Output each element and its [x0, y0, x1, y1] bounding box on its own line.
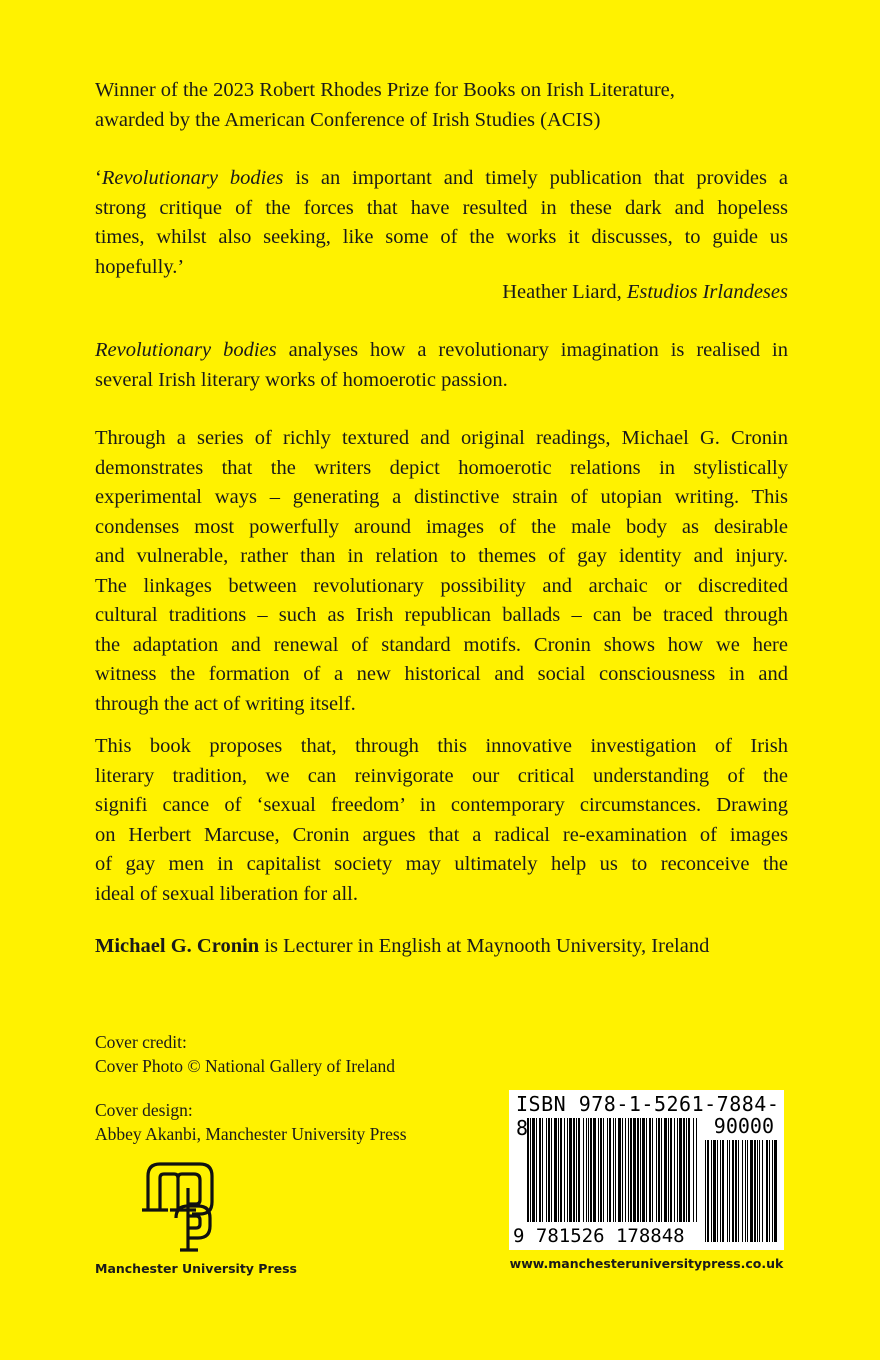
addon-bar [759, 1140, 760, 1242]
addon-bar [774, 1140, 777, 1242]
intro-book-title: Revolutionary bodies [95, 339, 277, 361]
intro-line-2: several Irish literary works of homoerotic passion. [95, 368, 508, 391]
review-line-1: ‘Revolutionary bodies is an important and timely publication that provides a [95, 167, 788, 189]
barcode-addon: 90000 [713, 1114, 774, 1138]
prize-line-2: awarded by the American Conference of Irish Studies (ACIS) [95, 108, 601, 131]
body2-line: of gay men in capitalist society may ultimately help us to reconceive the [95, 853, 788, 875]
publisher-url: www.manchesteruniversitypress.co.uk [509, 1256, 784, 1271]
publisher-name: Manchester University Press [95, 1261, 297, 1276]
addon-bar [707, 1140, 709, 1242]
mup-logo-icon [140, 1158, 220, 1256]
addon-bar [757, 1140, 758, 1242]
body1-line: condenses most powerfully around images of the male body as desirable [95, 515, 788, 538]
review-line-3: times, whilst also seeking, like some of the works it discusses, to guide us [95, 226, 788, 248]
body1-line: Through a series of richly textured and original readings, Michael G. Cronin [95, 427, 788, 449]
addon-bar [738, 1140, 739, 1242]
body2-line: literary tradition, we can reinvigorate our critical understanding of the [95, 764, 788, 787]
body2-line: signifi cance of ‘sexual freedom’ in contemporary circumstances. Drawing [95, 794, 788, 816]
addon-bar [705, 1140, 706, 1242]
body2-line: on Herbert Marcuse, Cronin argues that a radical re-examination of images [95, 823, 788, 846]
addon-bar [727, 1140, 728, 1242]
body1-line: demonstrates that the writers depict homoerotic relations in stylistically [95, 456, 788, 479]
addon-bar [735, 1140, 737, 1242]
barcode [509, 1090, 784, 1250]
body2-line: This book proposes that, through this innovative investigation of Irish [95, 735, 788, 757]
review-line-4: hopefully.’ [95, 255, 185, 278]
intro-paragraph [95, 336, 788, 395]
review-book-title: Revolutionary bodies [101, 167, 284, 189]
reviewer-name: Heather Liard, [502, 281, 627, 303]
intro-line-1: Revolutionary bodies analyses how a revolutionary imagination is realised in [95, 339, 789, 361]
body1-line: through the act of writing itself. [95, 692, 356, 715]
addon-bar [766, 1140, 768, 1242]
review-line-2: strong critique of the forces that have resulted in these dark and hopeless [95, 196, 788, 219]
addon-bar [769, 1140, 770, 1242]
cover-design-label: Cover design: [95, 1100, 193, 1120]
body2-line: ideal of sexual liberation for all. [95, 882, 358, 905]
isbn-label: ISBN 978-1-5261-7884-8 [516, 1092, 780, 1140]
body1-line: witness the formation of a new historical and social consciousness in and [95, 663, 788, 685]
body1-line: and vulnerable, rather than in relation to themes of gay identity and injury. [95, 545, 788, 567]
author-bio [95, 932, 788, 962]
barcode-digits: 9 781526 178848 [513, 1225, 685, 1247]
prize-statement [95, 76, 788, 135]
addon-bar [729, 1140, 730, 1242]
addon-bar [711, 1140, 712, 1242]
cover-credit [95, 1030, 395, 1078]
review-quote [95, 164, 788, 282]
cover-credit-label: Cover credit: [95, 1032, 187, 1052]
addon-bar [745, 1140, 746, 1242]
addon-bar [722, 1140, 724, 1242]
body-paragraph-1 [95, 424, 788, 719]
review-attribution [502, 278, 788, 308]
addon-bar [742, 1140, 743, 1242]
prize-line-1: Winner of the 2023 Robert Rhodes Prize for Books on Irish Literature, [95, 79, 675, 101]
addon-bar [762, 1140, 763, 1242]
addon-bar [713, 1140, 716, 1242]
body1-line: cultural traditions – such as Irish republican ballads – can be traced through [95, 604, 788, 626]
addon-bar [720, 1140, 721, 1242]
addon-bar [732, 1140, 734, 1242]
addon-bar [747, 1140, 748, 1242]
addon-bar [717, 1140, 718, 1242]
body1-line: experimental ways – generating a distinctive strain of utopian writing. This [95, 486, 788, 508]
review-journal: Estudios Irlandeses [626, 281, 788, 303]
author-name: Michael G. Cronin [95, 935, 260, 957]
body-paragraph-2 [95, 732, 788, 909]
addon-bar [772, 1140, 773, 1242]
body1-line: the adaptation and renewal of standard motifs. Cronin shows how we here [95, 633, 788, 656]
cover-design [95, 1098, 407, 1146]
author-bio-text: is Lecturer in English at Maynooth University, Ireland [259, 935, 710, 957]
cover-credit-value: Cover Photo © National Gallery of Ireland [95, 1056, 396, 1076]
body1-line: The linkages between revolutionary possibility and archaic or discredited [95, 574, 788, 597]
addon-bar [754, 1140, 756, 1242]
addon-bar [750, 1140, 753, 1242]
cover-design-value: Abbey Akanbi, Manchester University Press [95, 1124, 407, 1144]
